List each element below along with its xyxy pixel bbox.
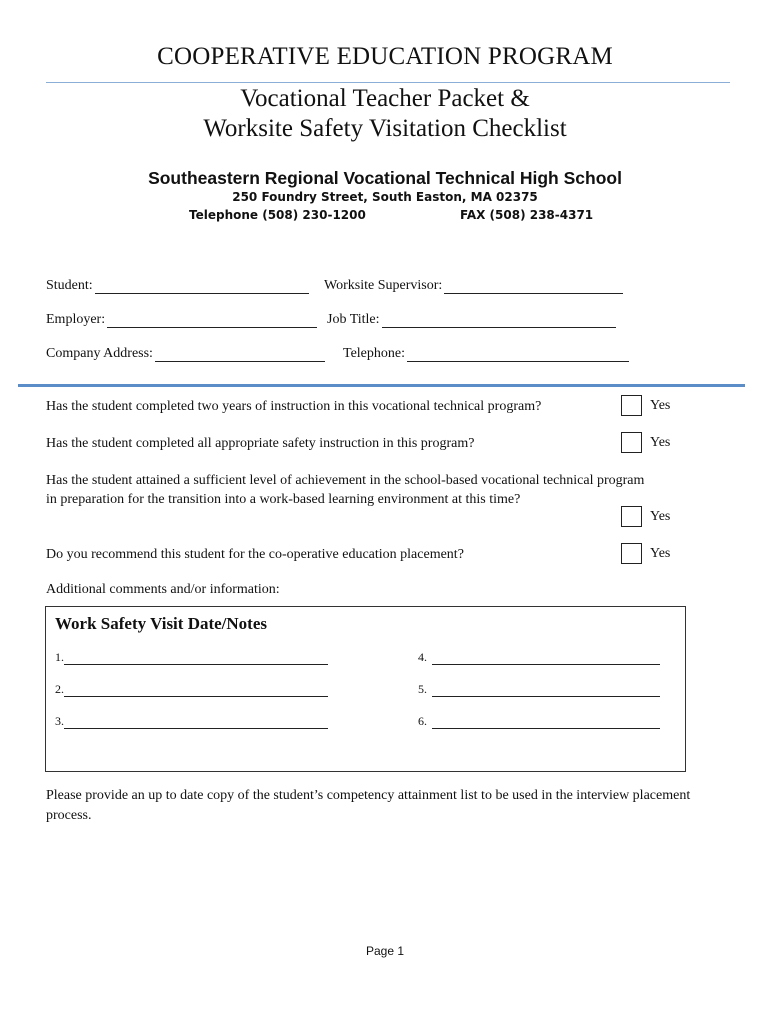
note-line-6 — [418, 714, 660, 729]
job-title-input[interactable] — [382, 313, 616, 328]
note-1-input[interactable] — [64, 652, 328, 665]
school-fax: FAX (508) 238-4371 — [460, 208, 594, 222]
student-input[interactable] — [95, 279, 309, 294]
additional-comments-label: Additional comments and/or information: — [46, 582, 280, 597]
note-number: 2. — [55, 682, 64, 696]
telephone-field — [343, 346, 629, 362]
question-1-yes-label: Yes — [650, 398, 671, 413]
note-number: 3. — [55, 714, 64, 728]
worksite-supervisor-label: Worksite Supervisor: — [324, 278, 443, 293]
note-number: 4. — [418, 650, 427, 664]
question-4-yes-label: Yes — [650, 546, 671, 561]
note-2-input[interactable] — [64, 684, 328, 697]
school-address: 250 Foundry Street, South Easton, MA 02375 — [232, 190, 538, 204]
student-field — [46, 278, 309, 294]
student-label: Student: — [46, 278, 93, 293]
company-address-field — [46, 346, 325, 362]
note-5-input[interactable] — [432, 684, 660, 697]
page-title: COOPERATIVE EDUCATION PROGRAM — [157, 43, 613, 70]
worksite-supervisor-input[interactable] — [444, 279, 623, 294]
employer-label: Employer: — [46, 312, 106, 327]
employer-field — [46, 312, 317, 328]
question-3-yes-label: Yes — [650, 509, 671, 524]
note-number: 6. — [418, 714, 427, 728]
note-line-3 — [55, 714, 328, 729]
company-address-input[interactable] — [155, 347, 325, 362]
question-3-yes-checkbox[interactable] — [621, 506, 642, 527]
subtitle-line-1: Vocational Teacher Packet & — [240, 85, 530, 112]
subtitle-line-2: Worksite Safety Visitation Checklist — [203, 115, 567, 142]
school-name: Southeastern Regional Vocational Technical High School — [148, 168, 622, 188]
note-line-1 — [55, 650, 328, 665]
company-address-label: Company Address: — [46, 346, 153, 361]
note-number: 1. — [55, 650, 64, 664]
job-title-label: Job Title: — [327, 312, 380, 327]
page-number: Page 1 — [365, 944, 405, 958]
telephone-input[interactable] — [407, 347, 629, 362]
question-4-yes-checkbox[interactable] — [621, 543, 642, 564]
note-6-input[interactable] — [432, 716, 660, 729]
question-3: Has the student attained a sufficient level of achievement in the school-based vocational technical program in preparation for the transition into a work-based learning environment at this time? — [46, 473, 645, 507]
worksite-supervisor-field — [324, 278, 623, 294]
question-2-yes-label: Yes — [650, 435, 671, 450]
job-title-field — [327, 312, 616, 328]
title-divider — [46, 82, 730, 83]
question-2: Has the student completed all appropriate safety instruction in this program? — [46, 436, 475, 451]
school-telephone: Telephone (508) 230-1200 — [189, 208, 366, 222]
question-1: Has the student completed two years of instruction in this vocational technical program? — [46, 399, 542, 414]
telephone-label: Telephone: — [343, 346, 405, 361]
note-line-5 — [418, 682, 660, 697]
question-4: Do you recommend this student for the co-operative education placement? — [46, 547, 464, 562]
note-number: 5. — [418, 682, 427, 696]
note-line-2 — [55, 682, 328, 697]
question-1-yes-checkbox[interactable] — [621, 395, 642, 416]
note-line-4 — [418, 650, 660, 665]
employer-input[interactable] — [107, 313, 317, 328]
safety-visit-notes-title: Work Safety Visit Date/Notes — [55, 614, 268, 633]
competency-list-note: Please provide an up to date copy of the student’s competency attainment list to be used in the interview placement process. — [46, 788, 691, 823]
note-3-input[interactable] — [64, 716, 328, 729]
section-divider — [18, 384, 745, 387]
question-2-yes-checkbox[interactable] — [621, 432, 642, 453]
note-4-input[interactable] — [432, 652, 660, 665]
